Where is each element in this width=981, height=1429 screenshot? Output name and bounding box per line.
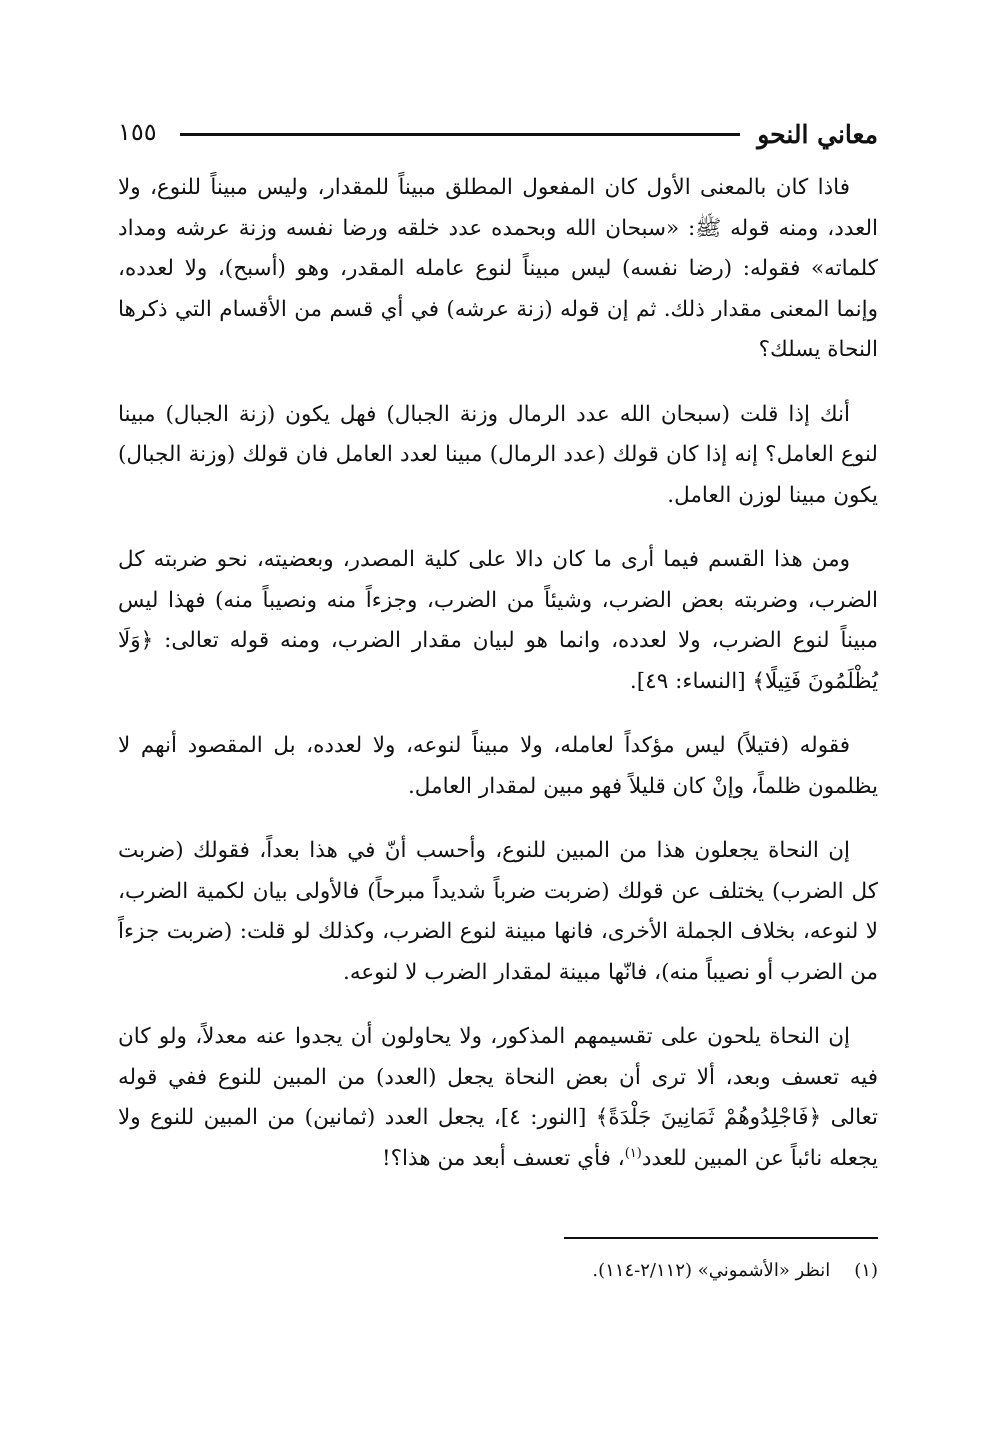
footnote xyxy=(118,1257,878,1285)
paragraph: أنك إذا قلت (سبحان الله عدد الرمال وزنة الجبال) فهل يكون (زنة الجبال) مبينا لنوع العامل؟ إنه إذا كان قولك (عدد الرمال) مبينا لعدد العامل فان قولك (وزنة الجبال) يكون مبينا لوزن العامل. xyxy=(118,401,878,508)
paragraph: فاذا كان بالمعنى الأول كان المفعول المطلق مبيناً للمقدار، وليس مبيناً للنوع، ولا العدد، ومنه قوله ﷺ: «سبحان الله وبحمده عدد خلقه ورضا نفسه وزنة عرشه ومداد كلماته» فقوله: (رضا نفسه) ليس مبيناً لنوع عامله المقدر، وهو (أسبح)، ولا لعدده، وإنما المعنى مقدار ذلك. ثم إن قوله (زنة عرشه) في أي قسم من الأقسام التي ذكرها النحاة يسلك؟ xyxy=(118,175,878,362)
paragraph-text-end: ، فأي تعسف أبعد من هذا؟! xyxy=(381,1145,625,1171)
footnote-separator xyxy=(564,1237,878,1239)
footnote-mark: (١) xyxy=(854,1260,878,1281)
paragraph: فقوله (فتيلاً) ليس مؤكداً لعامله، ولا مبيناً لنوعه، ولا لعدده، بل المقصود أنهم لا يظلمون ظلماً، وإنْ كان قليلاً فهو مبين لمقدار العامل. xyxy=(118,733,878,799)
page-header xyxy=(118,118,878,162)
footnote-reference: (١) xyxy=(624,1145,642,1161)
body-text xyxy=(118,168,878,1203)
paragraph: إن النحاة يجعلون هذا من المبين للنوع، وأحسب أنّ في هذا بعداً، فقولك (ضربت كل الضرب) يختلف عن قولك (ضربت ضرباً شديداً مبرحاً) فالأولى بيان لكمية الضرب، لا لنوعه، بخلاف الجملة الأخرى، فانها مبينة لنوع الضرب، وكذلك لو قلت: (ضربت جزءاً من الضرب أو نصيباً منه)، فانّها مبينة لمقدار الضرب لا لنوعه. xyxy=(118,838,878,985)
footnote-text: انظر «الأشموني» (٢/١١٢-١١٤). xyxy=(592,1260,831,1281)
running-title: معاني النحو xyxy=(757,120,878,149)
header-rule xyxy=(180,133,740,136)
paragraph: ومن هذا القسم فيما أرى ما كان دالا على كلية المصدر، وبعضيته، نحو ضربته كل الضرب، وضربته بعض الضرب، وشيئاً من الضرب، وجزءاً منه ونصيباً منه) فهذا ليس مبيناً لنوع الضرب، ولا لعدده، وانما هو لبيان مقدار الضرب، ومنه قوله تعالى: ﴿وَلَا يُظْلَمُونَ فَتِيلًا﴾ [النساء: ٤٩]. xyxy=(118,547,878,694)
page-number: ١٥٥ xyxy=(118,118,157,146)
paragraph xyxy=(118,1017,878,1179)
paragraph-text: إن النحاة يلحون على تقسيمهم المذكور، ولا يحاولون أن يجدوا عنه معدلاً، ولو كان فيه تعسف وبعد، ألا ترى أن بعض النحاة يجعل (العدد) من المبين للنوع ففي قوله تعالى ﴿فَاجْلِدُوهُمْ ثَمَانِينَ جَلْدَةً﴾ [النور: ٤]، يجعل العدد (ثمانين) من المبين للنوع ولا يجعله نائباً عن المبين للعدد xyxy=(118,1024,878,1171)
